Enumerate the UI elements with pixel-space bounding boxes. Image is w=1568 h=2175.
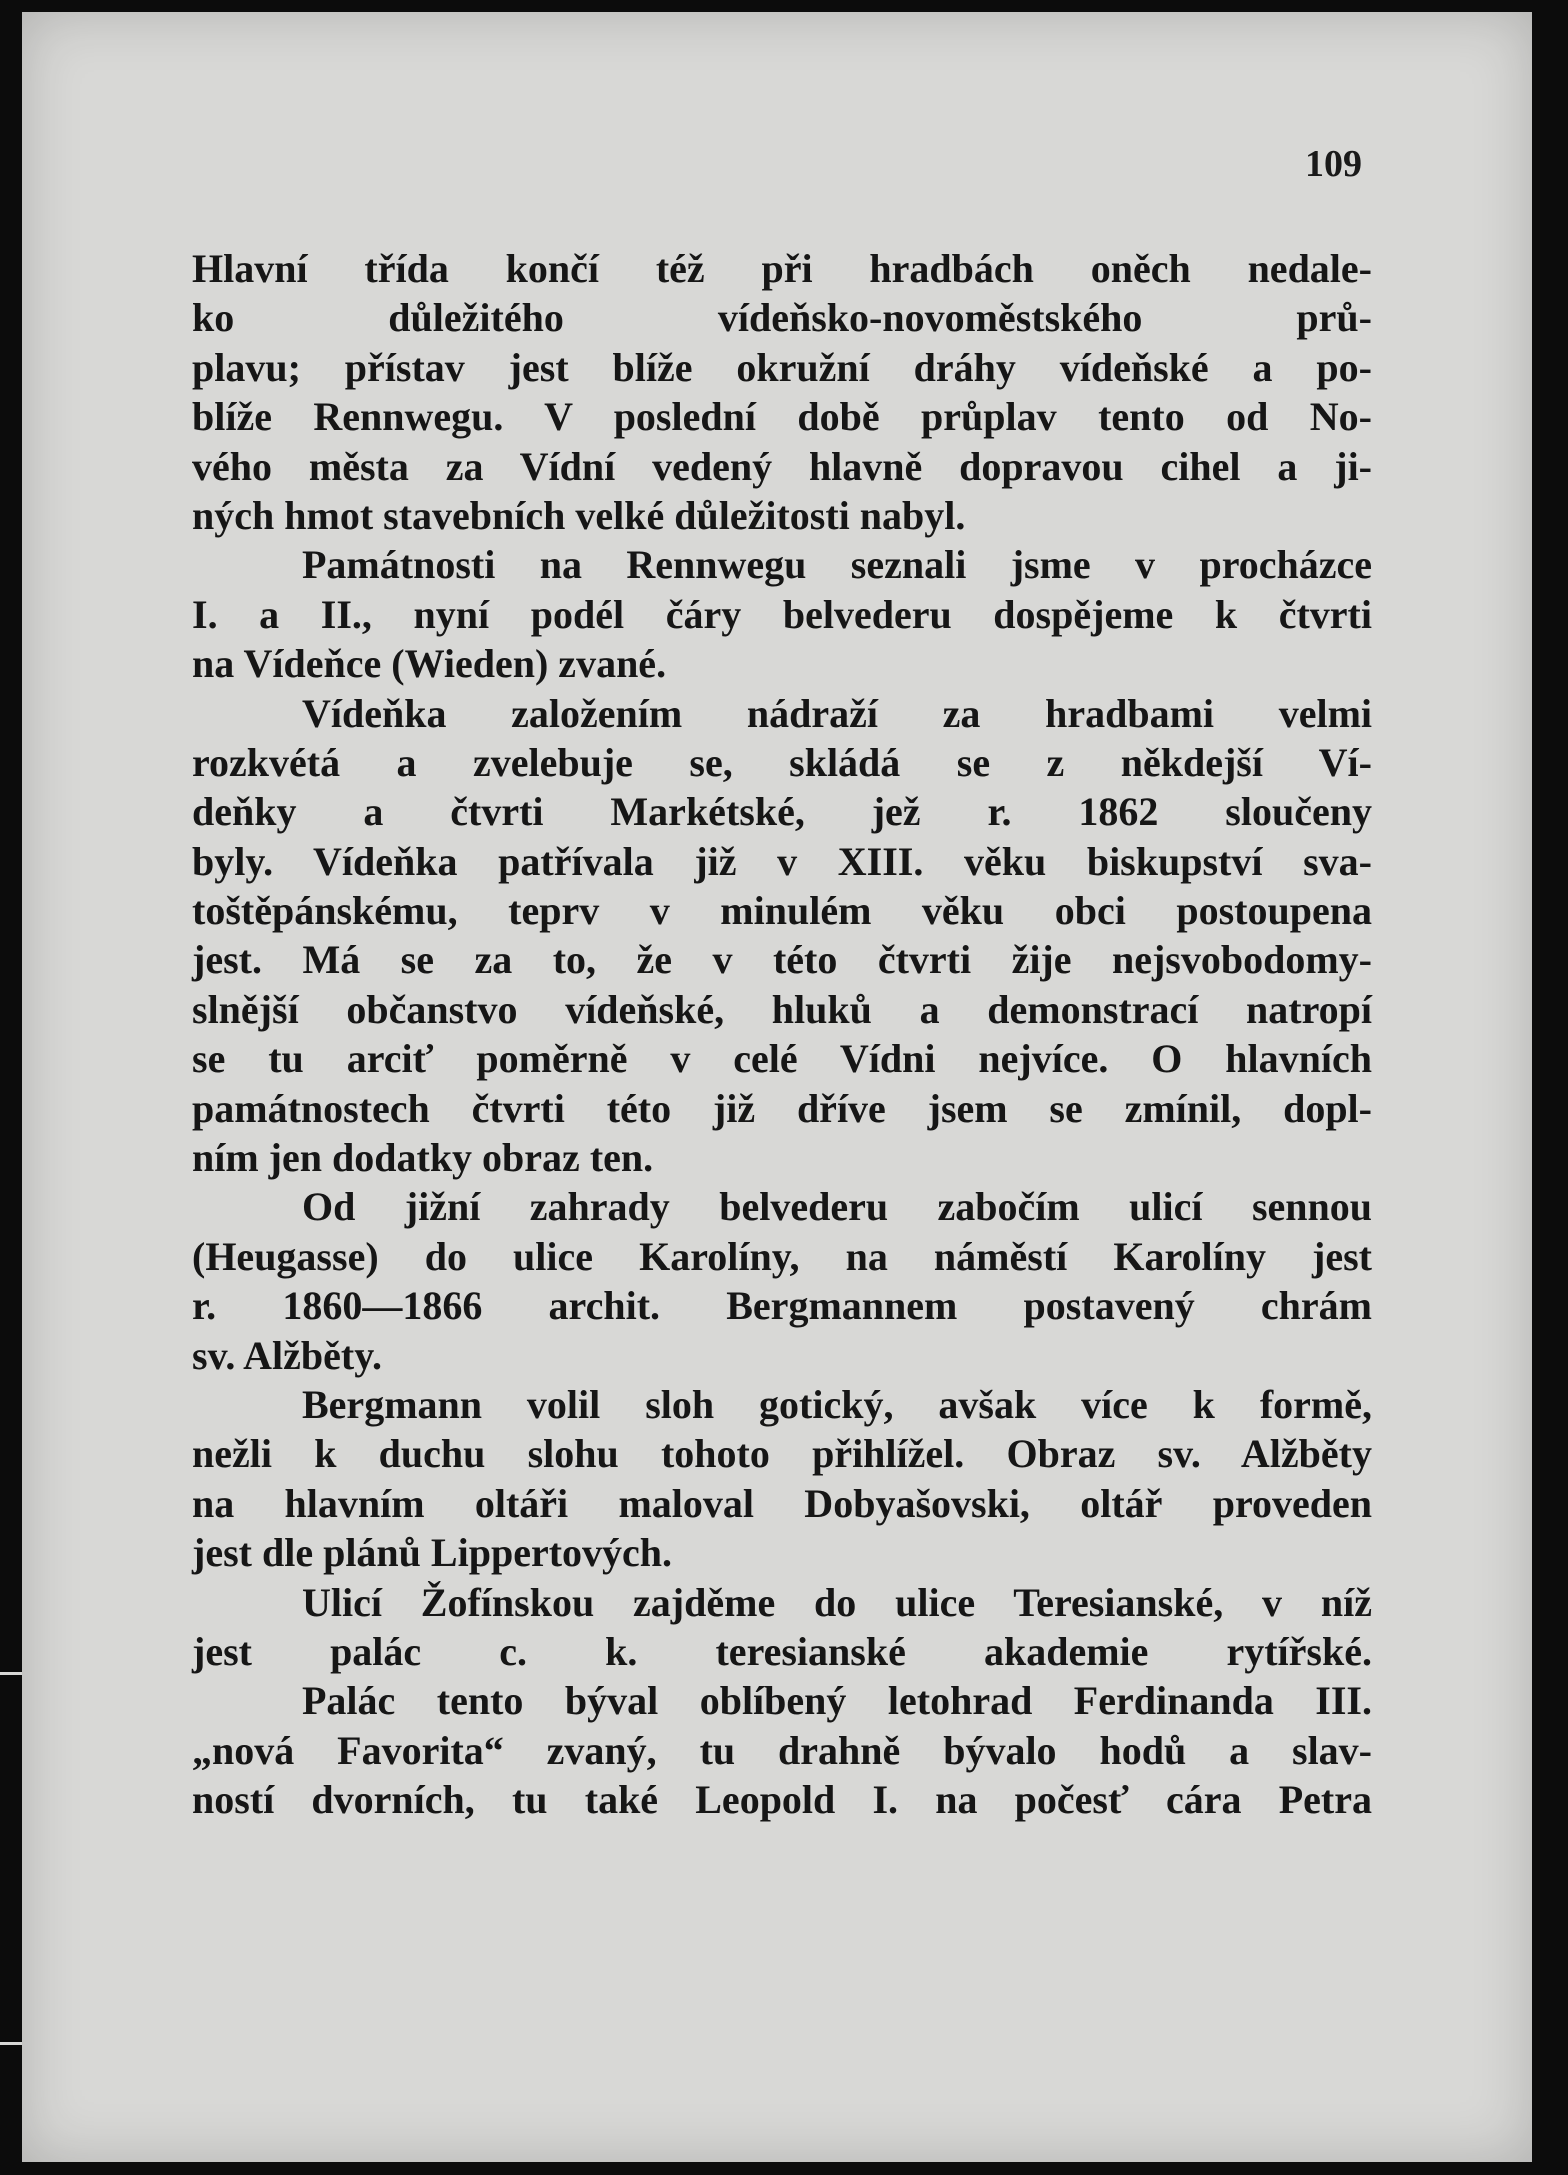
- text-line: památnostech čtvrti této již dříve jsem se zmínil, dopl-: [192, 1085, 1372, 1131]
- text-line: Památnosti na Rennwegu seznali jsme v procházce: [302, 542, 1372, 588]
- text-line: ností dvorních, tu také Leopold I. na počesť cára Petra: [192, 1777, 1372, 1823]
- text-line: vého města za Vídní vedený hlavně dopravou cihel a ji-: [192, 443, 1372, 489]
- text-line: r. 1860—1866 archit. Bergmannem postavený chrám: [192, 1283, 1372, 1329]
- text-line: ko důležitého vídeňsko-novoměstského prů-: [192, 295, 1372, 341]
- book-page: [22, 12, 1532, 2162]
- text-line: Palác tento býval oblíbený letohrad Ferdinanda III.: [302, 1678, 1372, 1724]
- text-line: (Heugasse) do ulice Karolíny, na náměstí Karolíny jest: [192, 1233, 1372, 1279]
- text-line: se tu arciť poměrně v celé Vídni nejvíce. O hlavních: [192, 1036, 1372, 1082]
- text-line: toštěpánskému, teprv v minulém věku obci postoupena: [192, 888, 1372, 934]
- margin-mark: [0, 1672, 22, 1675]
- text-line: Ulicí Žofínskou zajděme do ulice Teresianské, v níž: [302, 1579, 1372, 1625]
- text-line: „nová Favorita“ zvaný, tu drahně bývalo hodů a slav-: [192, 1727, 1372, 1773]
- text-line: rozkvétá a zvelebuje se, skládá se z někdejší Ví-: [192, 739, 1372, 785]
- page-number: 109: [1305, 143, 1362, 185]
- text-line: I. a II., nyní podél čáry belvederu dospějeme k čtvrti: [192, 591, 1372, 637]
- text-line: plavu; přístav jest blíže okružní dráhy vídeňské a po-: [192, 344, 1372, 390]
- text-line: nežli k duchu slohu tohoto přihlížel. Obraz sv. Alžběty: [192, 1431, 1372, 1477]
- text-line: slnější občanstvo vídeňské, hluků a demonstrací natropí: [192, 986, 1372, 1032]
- text-line: Bergmann volil sloh gotický, avšak více k formě,: [302, 1381, 1372, 1427]
- text-line: na Vídeňce (Wieden) zvané.: [192, 641, 667, 687]
- text-line: Hlavní třída končí též při hradbách oněch nedale-: [192, 246, 1372, 291]
- text-line: ných hmot stavebních velké důležitosti nabyl.: [192, 492, 966, 538]
- text-line: Vídeňka založením nádraží za hradbami velmi: [302, 690, 1372, 736]
- body-text: [192, 244, 1372, 1825]
- text-line: jest. Má se za to, že v této čtvrti žije nejsvobodomy-: [192, 937, 1372, 983]
- text-line: blíže Rennwegu. V poslední době průplav tento od No-: [192, 394, 1372, 440]
- text-line: sv. Alžběty.: [192, 1332, 383, 1378]
- text-line: Od jižní zahrady belvederu zabočím ulicí sennou: [302, 1184, 1372, 1230]
- text-line: na hlavním oltáři maloval Dobyašovski, oltář proveden: [192, 1480, 1372, 1526]
- margin-mark: [0, 2042, 22, 2045]
- text-line: jest palác c. k. teresianské akademie rytířské.: [192, 1628, 1372, 1674]
- text-line: deňky a čtvrti Markétské, jež r. 1862 sloučeny: [192, 789, 1372, 835]
- text-line: ním jen dodatky obraz ten.: [192, 1135, 654, 1181]
- text-line: jest dle plánů Lippertových.: [192, 1530, 673, 1576]
- text-line: byly. Vídeňka patřívala již v XIII. věku biskupství sva-: [192, 838, 1372, 884]
